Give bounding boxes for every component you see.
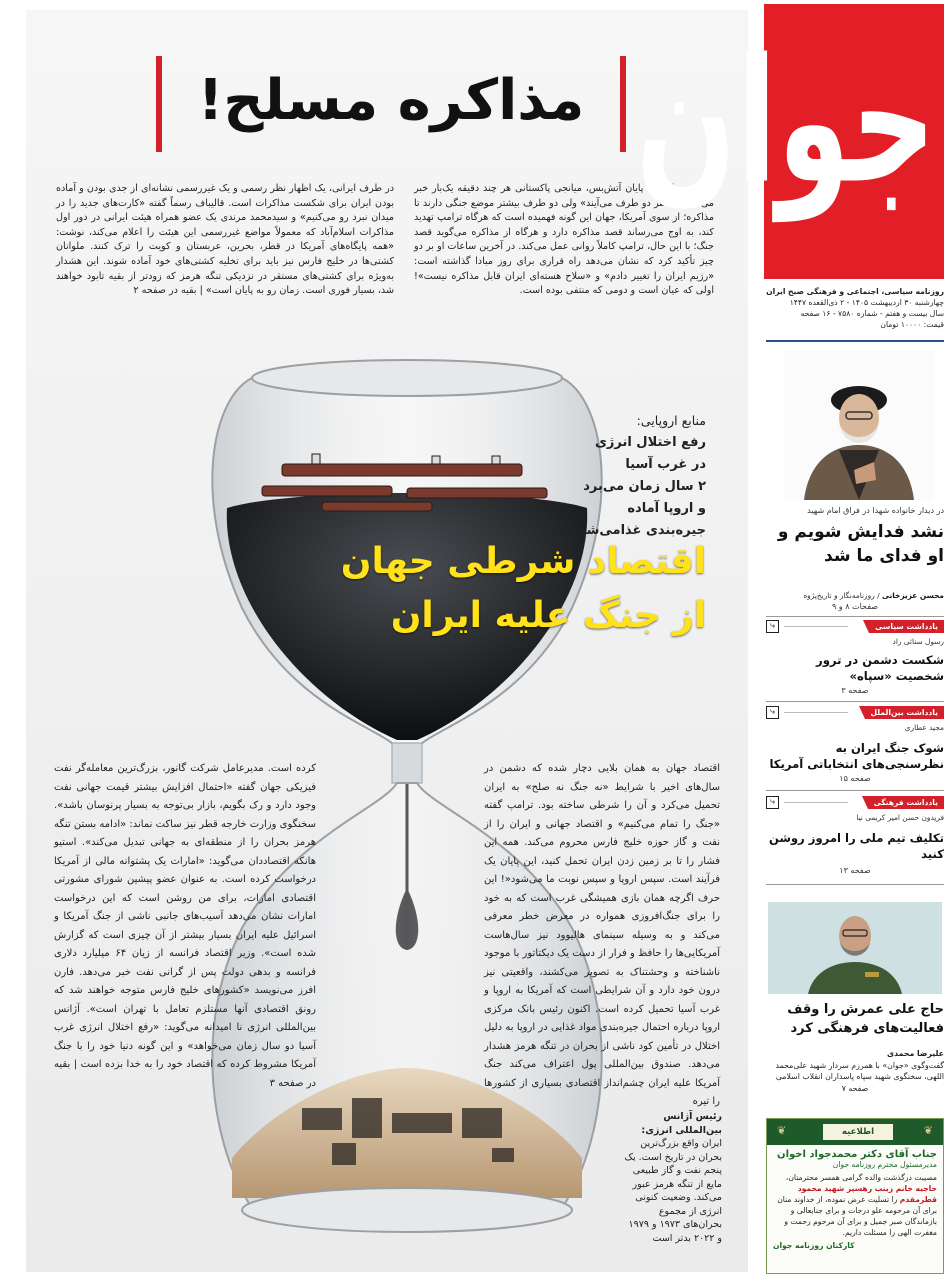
ornament-icon: ❦ [923,1124,933,1137]
sources-line-3: ۲ سال زمان می‌برد [583,479,706,494]
sources-line-4: و اروپا آماده [627,501,706,516]
condolence-notice [766,1118,944,1274]
secondary-headline [326,535,706,643]
sources-line-1: رفع اختلال انرژی [594,435,706,450]
section-author: رسول سنائی راد [892,637,944,646]
condolence-body-1: مصیبت درگذشت والده گرامی همسر محترمتان، [785,1173,937,1182]
condolence-band [767,1119,943,1145]
section-tag-international [766,706,944,719]
section-headline-3[interactable]: تکلیف تیم ملی را امروز روشن کنید [769,831,944,861]
section-tag-label: یادداشت بین‌الملل [865,706,944,719]
condolence-body-name: حاجیه خانم زینب رهسپر شهید محمود قطرمقدم [797,1184,937,1204]
commander-photo [768,902,942,994]
leader-headline[interactable]: نشد فدایش شویم و او فدای ما شد [777,522,944,566]
commander-note-text: گفت‌وگوی «جوان» با همرزم سردار شهید علی‌محمد اللهی، سخنگوی شهید سپاه پاسداران انقلاب اسلامی [775,1060,944,1081]
masthead-logo [635,4,944,279]
ornament-icon: ❦ [777,1124,787,1137]
section-tag-cultural [766,796,944,809]
section-headline-2[interactable]: شوک جنگ ایران به نظرسنجی‌های انتخاباتی آمریکا [769,741,944,771]
iea-quote-box [622,1110,722,1245]
divider [766,340,944,342]
masthead-price: قیمت: ۱۰۰۰۰ تومان [880,320,944,329]
sources-box [516,410,706,542]
section-tag-label: یادداشت سیاسی [869,620,944,633]
condolence-title: جناب آقای دکتر محمدجواد اخوان [777,1149,937,1160]
divider [766,616,944,617]
commander-note [766,1048,944,1094]
headline-bar-left [156,56,162,152]
sources-line-5: جیره‌بندی غذامی‌شود [571,523,706,538]
condolence-subtitle: مدیرمسئول محترم روزنامه جوان [832,1160,937,1169]
iea-quote-body: ایران واقع بزرگ‌ترین بحران در تاریخ است. یک پنجم نفت و گاز طبیعی مایع از تنگه هرمز عبور می‌کند. وضعیت کنونی انرژی از مجموع بحران‌های ۱۹۷۳ و ۱۹۷۹ و ۲۰۲۲ بدتر است [624,1138,722,1244]
leader-byline-name: محسن عزیزخانی [881,591,944,600]
divider [766,884,944,885]
divider [766,790,944,791]
leader-pages: صفحات ۸ و ۹ [831,602,879,611]
sources-line-2: در غرب آسیا [625,457,706,472]
divider [766,701,944,702]
intro-text-right: ساعاتی مانده به پایان آتش‌بس، میانجی پاکستانی هر چند دقیقه یک‌بار خبر می‌دهد که «هر دو طرف می‌آیند» ولی دو طرف بیشتر موضع جنگی دارند تا مذاکره؛ از سوی آمریکا، جهان این گونه فهمیده است که هرگاه ترامپ تهدید کند، به اوج می‌رساند قصد مذاکره دارد و هرگاه از مذاکره می‌گوید قصد جنگ؛ با این حال، ترامپ کاملاً روانی عمل می‌کند. در آخرین ساعات او بر دو چیز تأکید کرد که نشان می‌دهد راه قراری برای روز مبادا گذاشته است: «رژیم ایران را تغییر دادم» و «سلاح هسته‌ای ایران قابل مذاکره نیست»! اولی که عیان است و دومی که منتفی بوده است. [414,183,714,297]
leader-kicker: در دیدار خانواده شهدا در فراق امام شهید [807,506,944,515]
arrow-icon: ⤷ [766,706,779,719]
masthead-tagline: روزنامه سیاسی، اجتماعی و فرهنگی صبح ایران [766,287,944,296]
section-tag-political [766,620,944,633]
masthead-info [766,286,944,330]
commander-page: صفحه ۷ [841,1083,869,1093]
masthead-date: چهارشنبه ۳۰ اردیبهشت ۱۴۰۵ - ۲ ذی‌القعده ۱۴۴۷ [789,298,944,307]
section-tag-label: یادداشت فرهنگی [868,796,944,809]
body-column-right: اقتصاد جهان به همان بلایی دچار شده که دشمن در سال‌های اخیر با شرایط «نه جنگ نه صلح» به ایران تحمیل می‌کرد و آن را شرطی ساخته بود. ترامپ گفته «جنگ را تمام می‌کنیم» و اقتصاد جهانی و ایران را از نفت و گاز حوزه خلیج فارس محروم می‌کند. همه این فشار را تا بر زمین زدن ایران تحمل کنید، این پایان یک فرآیند است. سپس اروپا و سپس نوبت ما می‌شود«! این حرف اگرچه همان بازی همیشگی غرب است که به خود را برای جنگ‌افروزی همواره در معرض خطر معرفی می‌کند و به وسیله سینمای هالیوود نیز سال‌هاست آمریکایی‌ها را حافظ و فرار از دست یک دیکتاتور با موجود ناشناخته و وحشتناک به تصویر می‌کشند، واقعیتی نیز درون خود دارد و آن شرایطی است که آمریکا به اروپا و غرب آسیا تحمیل کرده است. اکنون رئیس بانک مرکزی اروپا درباره احتمال جیره‌بندی مواد غذایی در اروپا به دلیل اختلال در تأمین کود ناشی از بحران در تنگه هرمز هشدار می‌دهد. صندوق بین‌المللی پول اعتراف می‌کند جنگ آمریکا علیه ایران چشم‌انداز اقتصادی بسیاری از کشورها را تیره [484,763,720,1107]
arrow-icon: ⤷ [766,620,779,633]
condolence-label: اطلاعیه [823,1124,893,1140]
section-headline-1[interactable]: شکست دشمن در ترور شخصیت «سپاه» [816,653,944,683]
condolence-signature: کارکنان روزنامه جوان [773,1241,855,1250]
leader-byline [766,590,944,601]
arrow-icon: ⤷ [766,796,779,809]
body-column-left: کرده است. مدیرعامل شرکت گانور، بزرگ‌ترین معامله‌گر نفت فیزیکی جهان گفته «احتمال افزایش بیشتر قیمت جهانی نفت وجود دارد و رک بگویم، بازار بی‌توجه به بسیار پرنوسان باشد». سخنگوی وزارت خارجه قطر نیز ساکت نماند: «ادامه بستن تنگه هرمز بحران را از منطقه‌ای به جهانی تبدیل می‌کند». استیو هانکه اقتصاددان می‌گوید: «امارات یک پشتوانه مالی از آمریکا درخواست کرده است. به عنوان عضو پیشین شورای مشورتی اقتصادی امارات، برای من روشن است که این درخواست امارات نشان می‌دهد آسیب‌های جانبی ناشی از جنگ آمریکا و اسرائیل علیه ایران بسیار بیشتر از آن چیزی است که گزارش شده است». وزیر اقتصاد فرانسه از زیان ۶۴ میلیارد دلاری فرانسه و بدهی دولت پس از گرانی نفت خبر می‌دهد. فارن افرز می‌نویسد «کشورهای خلیج فارس متوجه خواهند شد که رونق اقتصادی آنها مستلزم تعامل با تهران است». آژانس بین‌المللی انرژی نا امیدانه می‌گوید: «رفع اختلال انرژی غرب آسیا دو سال زمان می‌خواهد» و این گونه دنیا خود را با جنگ آمریکا مشروط کرده که اقتصاد خود را به خدا بزده است | بقیه در صفحه ۳ [54,763,316,1089]
main-headline: مذاکره مسلح! [197,68,585,133]
headline-block [156,50,626,160]
section-page-1: صفحه ۳ [841,686,869,695]
sources-label: منابع اروپایی: [636,413,706,428]
secondary-headline-line-2: از جنگ علیه ایران [390,595,706,636]
masthead-logo-text: جوان [635,20,936,222]
section-page-3: صفحه ۱۳ [839,866,871,875]
secondary-headline-line-1: اقتصاد شرطی جهان [340,541,706,582]
condolence-body [767,1169,943,1241]
masthead-issue: سال بیست و هفتم - شماره ۷۵۸۰ - ۱۶ صفحه [800,309,944,318]
leader-byline-role: / روزنامه‌نگار و تاریخ‌پژوه [803,591,880,600]
section-author: مجید عطاری [904,723,944,732]
iea-quote-title: رئیس آژانس بین‌المللی انرژی: [641,1111,722,1136]
condolence-body-2: را تسلیت عرض نموده، از خداوند منان برای آن مرحومه علو درجات و برای جنابعالی و بازماندگان صبر جمیل و برای آن مرحوم رحمت و مغفرت الهی را مسئلت داریم. [777,1195,937,1237]
commander-note-author: علیرضا محمدی [886,1049,944,1058]
section-page-2: صفحه ۱۵ [839,774,871,783]
section-author: فریدون حسن امیر کریمی نیا [856,813,944,822]
leader-portrait-image [784,350,934,500]
commander-headline[interactable]: حاج علی عمرش را وقف فعالیت‌های فرهنگی کرد [787,1002,944,1036]
intro-text-left: در طرف ایرانی، یک اظهار نظر رسمی و یک غیررسمی نشانه‌ای از جدی بودن و آماده بودن ایران برای شکست مذاکرات است. قالیباف رسماً گفته «کارت‌های جدید را در میدان نبرد رو می‌کنیم» و سیدمحمد مرندی یک عضو همراه هیئت ایرانی در دور اول مذاکرات اسلام‌آباد که معمولاً مواضع غیررسمی این هیئت را اعلام می‌کند، نوشت: «همه پایگاه‌های آمریکا در قطر، بحرین، عربستان و کویت را ترک کنند. ملوانان کشتی‌ها در خلیج فارس نیز باید برای تخلیه کشتی‌های خود آماده شوند. این هشدار به‌ویژه برای کشتی‌های مستقر در نزدیکی تنگه هرمز که زودتر از بقیه تابود خواهند شد، بسیار فوری است. زمان رو به پایان است» | بقیه در صفحه ۲ [56,183,394,297]
headline-bar-right [620,56,626,152]
